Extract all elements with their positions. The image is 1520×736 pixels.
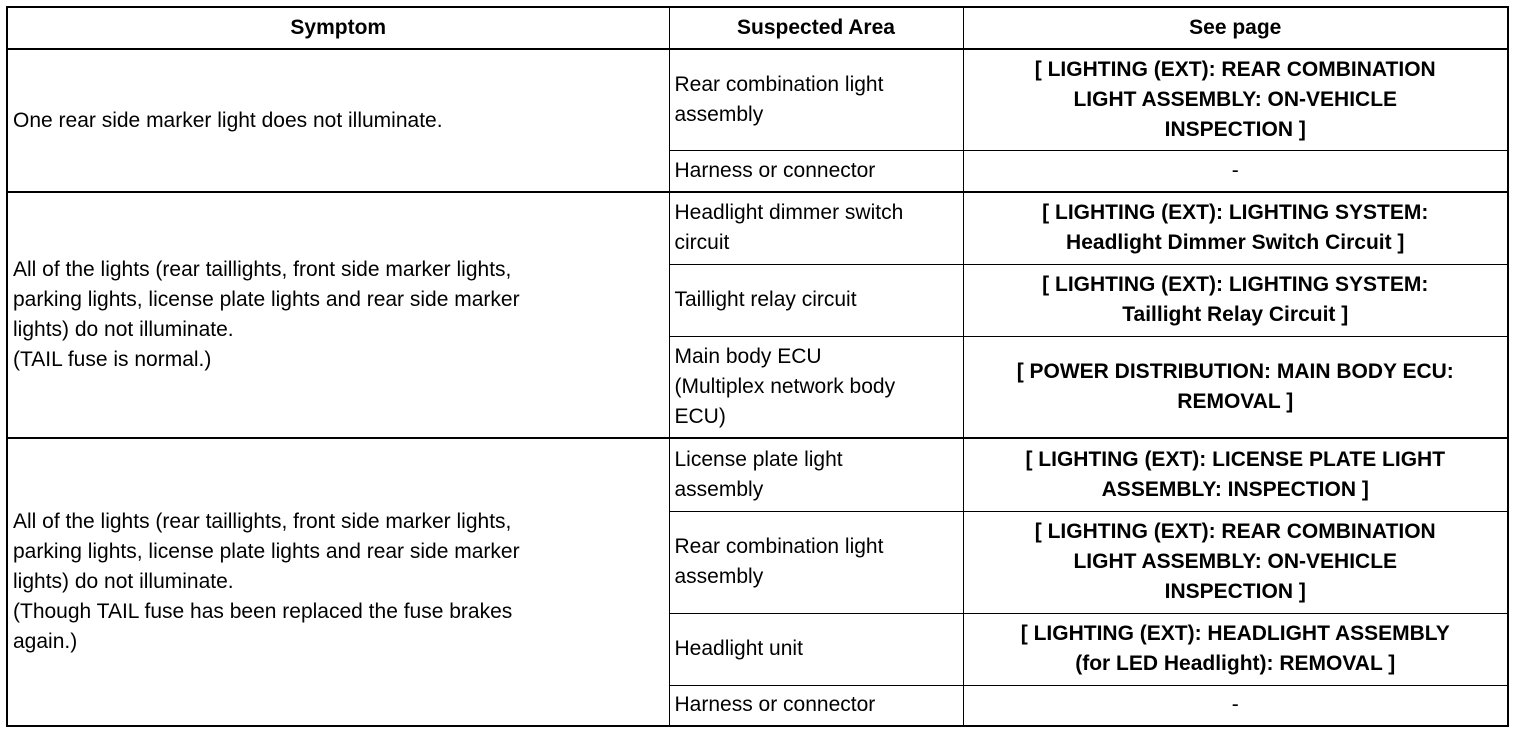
suspected-area-cell: [669, 685, 963, 726]
symptom-cell: [7, 192, 669, 438]
suspected-area-cell: [669, 192, 963, 264]
area-text: circuit: [674, 231, 730, 255]
see-page-cell: [963, 49, 1508, 150]
suspected-area-cell: [669, 150, 963, 192]
suspected-area-cell: [669, 336, 963, 438]
page-ref-text: -: [1231, 158, 1239, 182]
page-ref-text: Headlight Dimmer Switch Circuit ]: [1066, 231, 1405, 255]
area-text: (Multiplex network body: [674, 374, 896, 398]
see-page-cell: [963, 685, 1508, 726]
suspected-area-cell: [669, 438, 963, 511]
header-symptom: Symptom: [7, 7, 669, 49]
area-text: Main body ECU: [674, 344, 822, 368]
suspected-area-cell: [669, 264, 963, 336]
troubleshooting-table: [6, 6, 1509, 727]
symptom-text: All of the lights (rear taillights, front side marker lights,: [13, 258, 512, 281]
table-row: [7, 192, 1508, 264]
see-page-cell: [963, 511, 1508, 613]
see-page-cell: [963, 336, 1508, 438]
page-ref-text: INSPECTION ]: [1164, 580, 1306, 603]
suspected-area-cell: [669, 49, 963, 150]
page-ref-text: REMOVAL ]: [1177, 389, 1294, 413]
symptom-cell: [7, 49, 669, 192]
see-page-cell: [963, 150, 1508, 192]
suspected-area-cell: [669, 511, 963, 613]
area-text: ECU): [674, 404, 726, 428]
area-text: assembly: [674, 477, 764, 501]
page-ref-text: [ LIGHTING (EXT): REAR COMBINATION: [1034, 57, 1436, 81]
symptom-text: parking lights, license plate lights and rear side marker: [13, 540, 520, 563]
symptom-text: One rear side marker light does not illuminate.: [13, 108, 443, 132]
area-text: Harness or connector: [674, 693, 876, 717]
area-text: Headlight unit: [674, 637, 803, 660]
symptom-text: again.): [13, 630, 78, 653]
symptom-text: lights) do not illuminate.: [13, 570, 234, 593]
see-page-cell: [963, 613, 1508, 685]
area-text: Headlight dimmer switch: [674, 201, 904, 225]
page-ref-text: -: [1231, 693, 1239, 717]
table-row: [7, 49, 1508, 150]
page-ref-text: Taillight Relay Circuit ]: [1122, 303, 1349, 326]
symptom-text: (TAIL fuse is normal.): [13, 348, 212, 371]
header-see-page: See page: [963, 7, 1508, 49]
see-page-cell: [963, 264, 1508, 336]
symptom-text: All of the lights (rear taillights, front side marker lights,: [13, 510, 512, 533]
page-ref-text: (for LED Headlight): REMOVAL ]: [1075, 652, 1396, 675]
area-text: Rear combination light: [674, 535, 884, 558]
symptom-text: parking lights, license plate lights and rear side marker: [13, 288, 520, 311]
page-ref-text: ASSEMBLY: INSPECTION ]: [1101, 477, 1369, 501]
symptom-cell: [7, 438, 669, 726]
page-ref-text: LIGHT ASSEMBLY: ON-VEHICLE: [1073, 550, 1398, 573]
page-ref-text: [ LIGHTING (EXT): LIGHTING SYSTEM:: [1042, 273, 1429, 296]
area-text: Taillight relay circuit: [674, 288, 857, 311]
symptom-text: (Though TAIL fuse has been replaced the fuse brakes: [13, 600, 513, 623]
symptom-text: lights) do not illuminate.: [13, 318, 234, 341]
page-ref-text: [ POWER DISTRIBUTION: MAIN BODY ECU:: [1016, 359, 1454, 383]
table-row: [7, 438, 1508, 511]
page-ref-text: [ LIGHTING (EXT): LIGHTING SYSTEM:: [1042, 201, 1429, 225]
see-page-cell: [963, 438, 1508, 511]
area-text: License plate light: [674, 447, 843, 471]
see-page-cell: [963, 192, 1508, 264]
page-ref-text: INSPECTION ]: [1164, 117, 1306, 141]
suspected-area-cell: [669, 613, 963, 685]
page-ref-text: [ LIGHTING (EXT): REAR COMBINATION: [1034, 520, 1436, 543]
page-ref-text: [ LIGHTING (EXT): LICENSE PLATE LIGHT: [1025, 447, 1446, 471]
header-suspected-area: Suspected Area: [669, 7, 963, 49]
page-ref-text: [ LIGHTING (EXT): HEADLIGHT ASSEMBLY: [1020, 622, 1450, 645]
area-text: Harness or connector: [674, 158, 876, 182]
header-row: [7, 7, 1508, 49]
area-text: assembly: [674, 102, 764, 126]
area-text: assembly: [674, 565, 764, 588]
area-text: Rear combination light: [674, 72, 884, 96]
page-ref-text: LIGHT ASSEMBLY: ON-VEHICLE: [1073, 87, 1398, 111]
